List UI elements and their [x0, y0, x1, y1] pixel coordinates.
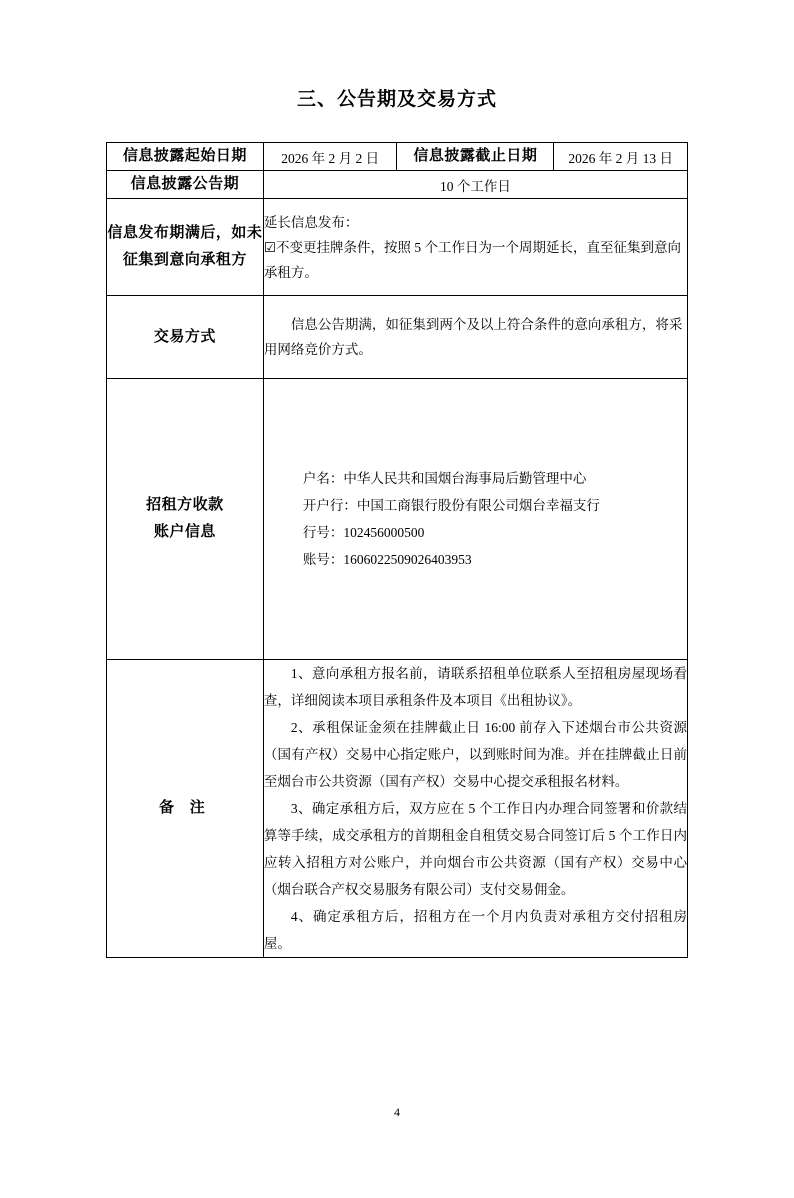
page-title: 三、公告期及交易方式 [296, 89, 497, 110]
value-extension [263, 199, 687, 296]
account-line: 开户行：中国工商银行股份有限公司烟台幸福支行 [302, 498, 600, 513]
label-account-info-line-1: 招租方收款 [146, 497, 224, 513]
value-disclosure-start: 2026 年 2 月 2 日 [263, 143, 397, 171]
label-account-info-line-2: 账户信息 [153, 524, 216, 540]
value-disclosure-period: 10 个工作日 [263, 171, 687, 199]
table-row-extension [107, 199, 688, 296]
label-trade-mode: 交易方式 [107, 296, 264, 379]
table-row-disclosure-dates [107, 143, 688, 171]
label-account-info [107, 379, 264, 660]
account-line: 行号：102456000500 [302, 525, 425, 540]
value-disclosure-end: 2026 年 2 月 13 日 [554, 143, 688, 171]
note-item: 1、意向承租方报名前，请联系招租单位联系人至招租房屋现场看查，详细阅读本项目承租条件及本项目《出租协议》。 [263, 666, 687, 708]
page-number: 4 [394, 1105, 400, 1119]
note-item: 2、承租保证金须在挂牌截止日 16:00 前存入下述烟台市公共资源（国有产权）交易中心指定账户，以到账时间为准。并在挂牌截止日前至烟台市公共资源（国有产权）交易中心提交承租报名材料。 [263, 720, 687, 789]
table-row-notes [107, 660, 688, 958]
trade-mode-text: 信息公告期满，如征集到两个及以上符合条件的意向承租方，将采用网络竞价方式。 [263, 317, 683, 357]
label-disclosure-period: 信息披露公告期 [107, 171, 264, 199]
label-disclosure-start: 信息披露起始日期 [107, 143, 264, 171]
label-notes: 备 注 [107, 660, 264, 958]
table-row-account [107, 379, 688, 660]
note-item: 3、确定承租方后，双方应在 5 个工作日内办理合同签署和价款结算等手续，成交承租方的首期租金自租赁交易合同签订后 5 个工作日内应转入招租方对公账户，并向烟台市公共资源（国有产权）交易中心（烟台联合产权交易服务有限公司）支付交易佣金。 [263, 801, 687, 897]
label-disclosure-end: 信息披露截止日期 [397, 143, 554, 171]
value-account-info [263, 379, 687, 660]
account-line: 户名：中华人民共和国烟台海事局后勤管理中心 [302, 471, 587, 486]
value-trade-mode [263, 296, 687, 379]
label-extension: 信息发布期满后，如未征集到意向承租方 [107, 199, 264, 296]
note-item: 4、确定承租方后，招租方在一个月内负责对承租方交付招租房屋。 [263, 909, 687, 951]
extension-line-1: 延长信息发布： [263, 214, 359, 230]
announcement-table [106, 142, 688, 958]
account-line: 账号：1606022509026403953 [302, 552, 472, 567]
value-notes [263, 660, 687, 958]
table-row-trade-mode [107, 296, 688, 379]
document-page [0, 84, 794, 1198]
table-row-disclosure-period [107, 171, 688, 199]
extension-line-2: ☑不变更挂牌条件，按照 5 个工作日为一个周期延长，直至征集到意向承租方。 [263, 239, 681, 280]
